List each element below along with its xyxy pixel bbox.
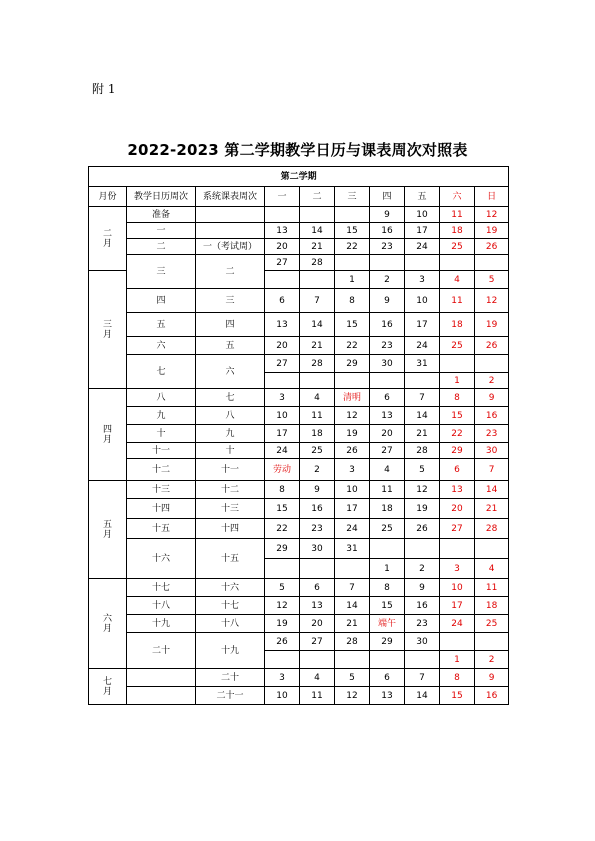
weekday-header-sat: 六	[440, 187, 475, 207]
day-cell: 20	[440, 499, 475, 519]
month-cell: 五 月	[89, 481, 127, 579]
day-cell: 30	[370, 355, 405, 373]
day-cell: 7	[475, 459, 509, 481]
day-cell: 23	[370, 239, 405, 255]
teaching-week-cell	[127, 687, 196, 705]
day-cell: 24	[265, 443, 300, 459]
teaching-week-cell: 准备	[127, 207, 196, 223]
day-cell	[335, 651, 370, 669]
teaching-week-cell: 十四	[127, 499, 196, 519]
day-cell	[370, 651, 405, 669]
day-cell	[475, 633, 509, 651]
day-cell: 20	[300, 615, 335, 633]
day-cell: 9	[475, 389, 509, 407]
day-cell	[370, 255, 405, 271]
day-cell: 16	[475, 407, 509, 425]
day-cell: 30	[475, 443, 509, 459]
day-cell: 12	[335, 407, 370, 425]
day-cell: 3	[405, 271, 440, 289]
day-cell: 8	[335, 289, 370, 313]
day-cell: 30	[300, 539, 335, 559]
day-cell: 21	[475, 499, 509, 519]
table-row	[89, 633, 509, 651]
day-cell: 清明	[335, 389, 370, 407]
month-cell: 六 月	[89, 579, 127, 669]
day-cell: 24	[405, 239, 440, 255]
day-cell: 9	[370, 207, 405, 223]
day-cell: 26	[405, 519, 440, 539]
day-cell: 26	[475, 337, 509, 355]
day-cell: 28	[475, 519, 509, 539]
day-cell	[265, 207, 300, 223]
table-row	[89, 389, 509, 407]
day-cell: 15	[335, 223, 370, 239]
day-cell: 2	[475, 373, 509, 389]
day-cell: 16	[475, 687, 509, 705]
day-cell: 26	[475, 239, 509, 255]
day-cell	[405, 651, 440, 669]
table-row	[89, 687, 509, 705]
day-cell: 14	[335, 597, 370, 615]
day-cell: 6	[265, 289, 300, 313]
day-cell: 31	[335, 539, 370, 559]
day-cell: 15	[335, 313, 370, 337]
day-cell	[440, 539, 475, 559]
day-cell: 4	[370, 459, 405, 481]
system-week-cell: 十四	[196, 519, 265, 539]
day-cell: 9	[475, 669, 509, 687]
system-week-cell: 二十	[196, 669, 265, 687]
day-cell	[440, 633, 475, 651]
day-cell: 15	[440, 687, 475, 705]
day-cell: 2	[475, 651, 509, 669]
day-cell: 21	[335, 615, 370, 633]
day-cell: 12	[475, 289, 509, 313]
day-cell: 27	[265, 355, 300, 373]
day-cell: 16	[405, 597, 440, 615]
day-cell: 25	[440, 239, 475, 255]
day-cell: 28	[300, 355, 335, 373]
system-week-cell: 十二	[196, 481, 265, 499]
teaching-week-cell: 十	[127, 425, 196, 443]
day-cell: 23	[370, 337, 405, 355]
day-cell: 9	[300, 481, 335, 499]
day-cell: 1	[370, 559, 405, 579]
day-cell	[265, 373, 300, 389]
teaching-week-cell: 二	[127, 239, 196, 255]
day-cell: 24	[405, 337, 440, 355]
day-cell: 3	[440, 559, 475, 579]
day-cell	[300, 559, 335, 579]
system-week-cell: 七	[196, 389, 265, 407]
day-cell: 19	[475, 313, 509, 337]
day-cell	[405, 539, 440, 559]
teaching-week-cell	[127, 669, 196, 687]
teaching-week-cell: 二十	[127, 633, 196, 669]
teaching-week-cell: 四	[127, 289, 196, 313]
day-cell: 8	[370, 579, 405, 597]
weekday-header-thu: 四	[370, 187, 405, 207]
teaching-week-cell: 十七	[127, 579, 196, 597]
day-cell	[335, 207, 370, 223]
day-cell: 27	[440, 519, 475, 539]
table-row	[89, 223, 509, 239]
day-cell: 12	[335, 687, 370, 705]
system-week-cell: 十九	[196, 633, 265, 669]
teaching-week-cell: 一	[127, 223, 196, 239]
day-cell	[405, 373, 440, 389]
system-week-cell: 十八	[196, 615, 265, 633]
day-cell: 13	[370, 687, 405, 705]
day-cell: 18	[440, 223, 475, 239]
day-cell: 5	[335, 669, 370, 687]
day-cell: 27	[265, 255, 300, 271]
day-cell	[440, 255, 475, 271]
day-cell: 26	[265, 633, 300, 651]
day-cell: 5	[405, 459, 440, 481]
day-cell: 20	[370, 425, 405, 443]
table-row	[89, 669, 509, 687]
attachment-label: 附 1	[92, 82, 116, 96]
day-cell	[265, 651, 300, 669]
day-cell: 14	[405, 407, 440, 425]
day-cell: 26	[335, 443, 370, 459]
day-cell: 22	[335, 239, 370, 255]
table-row	[89, 207, 509, 223]
day-cell	[475, 255, 509, 271]
day-cell: 4	[300, 389, 335, 407]
system-week-cell: 三	[196, 289, 265, 313]
day-cell: 20	[265, 337, 300, 355]
day-cell: 4	[300, 669, 335, 687]
teaching-week-cell: 十九	[127, 615, 196, 633]
table-row	[89, 255, 509, 271]
day-cell: 9	[370, 289, 405, 313]
day-cell: 3	[265, 669, 300, 687]
teaching-week-cell: 五	[127, 313, 196, 337]
day-cell: 17	[440, 597, 475, 615]
day-cell: 29	[440, 443, 475, 459]
day-cell: 2	[370, 271, 405, 289]
weekday-header-mon: 一	[265, 187, 300, 207]
system-week-cell: 十七	[196, 597, 265, 615]
day-cell	[370, 539, 405, 559]
day-cell: 5	[475, 271, 509, 289]
day-cell: 5	[265, 579, 300, 597]
day-cell: 14	[405, 687, 440, 705]
teaching-week-cell: 十一	[127, 443, 196, 459]
day-cell: 30	[405, 633, 440, 651]
day-cell: 23	[475, 425, 509, 443]
teaching-week-column-header: 教学日历周次	[127, 187, 196, 207]
day-cell: 29	[370, 633, 405, 651]
table-row	[89, 519, 509, 539]
day-cell: 12	[405, 481, 440, 499]
day-cell	[300, 373, 335, 389]
day-cell: 19	[475, 223, 509, 239]
day-cell: 6	[300, 579, 335, 597]
day-cell: 10	[265, 687, 300, 705]
table-row	[89, 579, 509, 597]
day-cell: 28	[405, 443, 440, 459]
day-cell	[265, 271, 300, 289]
day-cell	[440, 355, 475, 373]
month-column-header: 月份	[89, 187, 127, 207]
day-cell: 10	[335, 481, 370, 499]
day-cell: 25	[300, 443, 335, 459]
system-week-column-header: 系统课表周次	[196, 187, 265, 207]
document-title: 2022-2023 第二学期教学日历与课表周次对照表	[127, 141, 468, 159]
day-cell: 29	[335, 355, 370, 373]
system-week-cell: 一（考试周）	[196, 239, 265, 255]
teaching-week-cell: 八	[127, 389, 196, 407]
day-cell	[475, 539, 509, 559]
day-cell: 7	[405, 389, 440, 407]
day-cell: 13	[370, 407, 405, 425]
system-week-cell: 二	[196, 255, 265, 289]
day-cell: 16	[370, 223, 405, 239]
day-cell: 劳动	[265, 459, 300, 481]
weekday-header-fri: 五	[405, 187, 440, 207]
day-cell: 13	[300, 597, 335, 615]
system-week-cell	[196, 223, 265, 239]
day-cell: 17	[405, 313, 440, 337]
day-cell: 10	[405, 289, 440, 313]
day-cell: 25	[370, 519, 405, 539]
teaching-week-cell: 九	[127, 407, 196, 425]
day-cell: 25	[475, 615, 509, 633]
day-cell: 19	[405, 499, 440, 519]
day-cell: 10	[265, 407, 300, 425]
day-cell: 11	[440, 207, 475, 223]
day-cell	[335, 559, 370, 579]
system-week-cell: 十五	[196, 539, 265, 579]
month-cell: 三 月	[89, 271, 127, 389]
system-week-cell: 六	[196, 355, 265, 389]
teaching-week-cell: 十六	[127, 539, 196, 579]
day-cell: 7	[335, 579, 370, 597]
day-cell	[300, 651, 335, 669]
system-week-cell: 四	[196, 313, 265, 337]
system-week-cell: 十六	[196, 579, 265, 597]
day-cell: 27	[370, 443, 405, 459]
day-cell: 14	[300, 313, 335, 337]
day-cell: 22	[265, 519, 300, 539]
table-row	[89, 481, 509, 499]
table-row	[89, 313, 509, 337]
table-row	[89, 443, 509, 459]
teaching-week-cell: 七	[127, 355, 196, 389]
day-cell	[335, 255, 370, 271]
day-cell: 15	[370, 597, 405, 615]
day-cell	[300, 207, 335, 223]
day-cell: 16	[300, 499, 335, 519]
day-cell: 8	[440, 669, 475, 687]
calendar-table	[88, 166, 509, 705]
table-row	[89, 289, 509, 313]
system-week-cell: 五	[196, 337, 265, 355]
day-cell: 8	[265, 481, 300, 499]
day-cell: 31	[405, 355, 440, 373]
teaching-week-cell: 十三	[127, 481, 196, 499]
weekday-header-wed: 三	[335, 187, 370, 207]
day-cell: 3	[335, 459, 370, 481]
day-cell: 14	[475, 481, 509, 499]
day-cell: 11	[440, 289, 475, 313]
day-cell: 6	[370, 669, 405, 687]
day-cell: 3	[265, 389, 300, 407]
day-cell: 19	[335, 425, 370, 443]
weekday-header-tue: 二	[300, 187, 335, 207]
day-cell: 17	[335, 499, 370, 519]
day-cell: 15	[265, 499, 300, 519]
day-cell: 13	[440, 481, 475, 499]
month-cell: 四 月	[89, 389, 127, 481]
day-cell: 6	[370, 389, 405, 407]
day-cell: 4	[475, 559, 509, 579]
day-cell	[475, 355, 509, 373]
day-cell: 6	[440, 459, 475, 481]
day-cell: 24	[440, 615, 475, 633]
day-cell: 18	[440, 313, 475, 337]
day-cell: 13	[265, 313, 300, 337]
day-cell: 27	[300, 633, 335, 651]
table-row	[89, 499, 509, 519]
day-cell: 8	[440, 389, 475, 407]
day-cell: 15	[440, 407, 475, 425]
day-cell: 29	[265, 539, 300, 559]
day-cell: 12	[265, 597, 300, 615]
day-cell: 21	[405, 425, 440, 443]
day-cell: 18	[475, 597, 509, 615]
day-cell: 23	[405, 615, 440, 633]
table-row	[89, 239, 509, 255]
day-cell	[335, 373, 370, 389]
day-cell	[265, 559, 300, 579]
table-row	[89, 459, 509, 481]
day-cell: 19	[265, 615, 300, 633]
day-cell: 28	[335, 633, 370, 651]
day-cell: 1	[440, 373, 475, 389]
teaching-week-cell: 十二	[127, 459, 196, 481]
month-cell: 七 月	[89, 669, 127, 705]
teaching-week-cell: 十五	[127, 519, 196, 539]
teaching-week-cell: 六	[127, 337, 196, 355]
table-row	[89, 355, 509, 373]
table-row	[89, 539, 509, 559]
system-week-cell: 二十一	[196, 687, 265, 705]
day-cell: 28	[300, 255, 335, 271]
day-cell: 11	[300, 687, 335, 705]
system-week-cell: 九	[196, 425, 265, 443]
day-cell	[300, 271, 335, 289]
day-cell: 23	[300, 519, 335, 539]
day-cell: 13	[265, 223, 300, 239]
day-cell: 11	[300, 407, 335, 425]
day-cell: 17	[265, 425, 300, 443]
day-cell: 2	[300, 459, 335, 481]
day-cell: 14	[300, 223, 335, 239]
day-cell: 9	[405, 579, 440, 597]
day-cell: 20	[265, 239, 300, 255]
day-cell: 12	[475, 207, 509, 223]
day-cell: 25	[440, 337, 475, 355]
semester-header: 第二学期	[89, 167, 509, 187]
day-cell: 1	[335, 271, 370, 289]
day-cell	[370, 373, 405, 389]
system-week-cell: 十	[196, 443, 265, 459]
day-cell: 7	[405, 669, 440, 687]
table-row	[89, 615, 509, 633]
day-cell: 18	[370, 499, 405, 519]
day-cell: 18	[300, 425, 335, 443]
system-week-cell: 十一	[196, 459, 265, 481]
system-week-cell	[196, 207, 265, 223]
day-cell: 11	[370, 481, 405, 499]
system-week-cell: 十三	[196, 499, 265, 519]
day-cell: 17	[405, 223, 440, 239]
teaching-week-cell: 三	[127, 255, 196, 289]
day-cell: 10	[440, 579, 475, 597]
day-cell: 21	[300, 239, 335, 255]
day-cell: 7	[300, 289, 335, 313]
day-cell: 22	[440, 425, 475, 443]
day-cell: 22	[335, 337, 370, 355]
day-cell: 1	[440, 651, 475, 669]
table-row	[89, 425, 509, 443]
month-cell: 二 月	[89, 207, 127, 271]
day-cell: 2	[405, 559, 440, 579]
day-cell: 11	[475, 579, 509, 597]
system-week-cell: 八	[196, 407, 265, 425]
table-row	[89, 337, 509, 355]
day-cell: 10	[405, 207, 440, 223]
day-cell: 端午	[370, 615, 405, 633]
day-cell: 24	[335, 519, 370, 539]
day-cell: 16	[370, 313, 405, 337]
weekday-header-sun: 日	[475, 187, 509, 207]
day-cell	[405, 255, 440, 271]
day-cell: 21	[300, 337, 335, 355]
teaching-week-cell: 十八	[127, 597, 196, 615]
day-cell: 4	[440, 271, 475, 289]
table-row	[89, 407, 509, 425]
table-row	[89, 597, 509, 615]
